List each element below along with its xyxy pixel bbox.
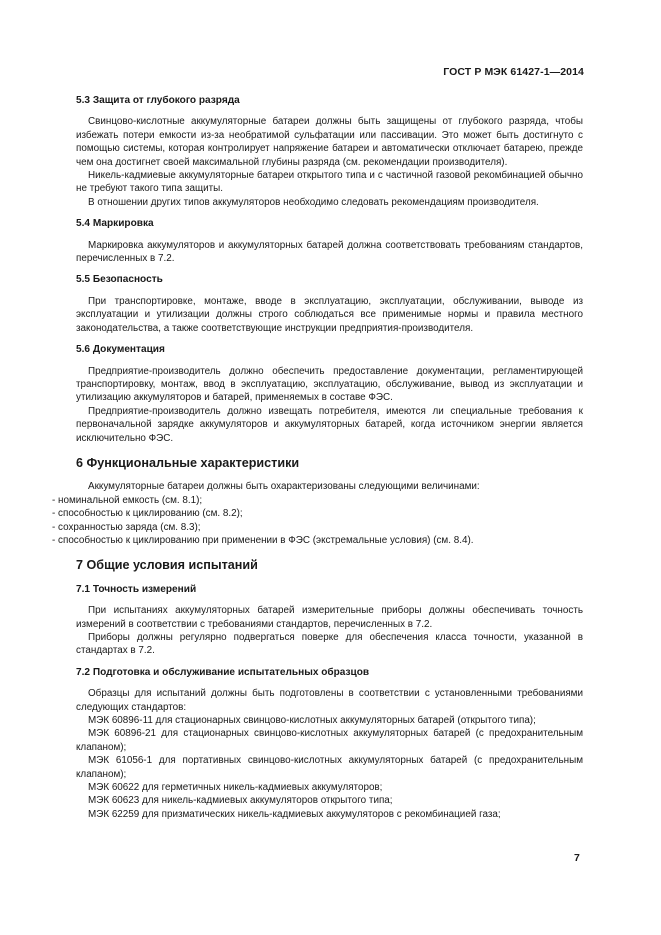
section-7-1-heading: 7.1 Точность измерений — [76, 583, 197, 595]
page-content — [52, 94, 583, 821]
section-5-3-para-2: Никель-кадмиевые аккумуляторные батареи открытого типа и с частичной газовой рекомбинацией обычно не требуют такого типа защиты. — [76, 170, 583, 195]
section-6-list-item-2: - способностью к циклированию (см. 8.2); — [52, 508, 243, 520]
section-6-heading: 6 Функциональные характеристики — [76, 455, 300, 470]
page-number: 7 — [574, 852, 580, 864]
section-7-2-para-1: Образцы для испытаний должны быть подготовлены в соответствии с установленными требованиями следующих стандартов: — [76, 688, 583, 713]
section-6-list-item-3: - сохранностью заряда (см. 8.3); — [52, 521, 201, 533]
section-5-3-para-3: В отношении других типов аккумуляторов необходимо следовать рекомендациям производителя. — [88, 196, 539, 208]
section-6-intro: Аккумуляторные батареи должны быть охарактеризованы следующими величинами: — [88, 481, 480, 493]
standard-list-item: МЭК 60896-11 для стационарных свинцово-кислотных аккумуляторных батарей (открытого типа); — [88, 715, 536, 727]
section-7-1-para-1: При испытаниях аккумуляторных батарей измерительные приборы должны обеспечивать точность измерений в соответствии с требованиями стандартов, перечисленных в 7.2. — [76, 605, 583, 630]
section-6-list-item-1: - номинальной емкость (см. 8.1); — [52, 494, 203, 506]
standard-list-item: МЭК 61056-1 для портативных свинцово-кислотных аккумуляторных батарей (с предохранительным клапаном); — [76, 755, 583, 780]
section-7-1-para-2: Приборы должны регулярно подвергаться поверке для обеспечения класса точности, указанной в стандартах в 7.2. — [76, 632, 583, 657]
section-5-3-para-1: Свинцово-кислотные аккумуляторные батареи должны быть защищены от глубокого разряда, чтобы избежать потери емкости из-за необратимой сульфатации или пассивации. Это может быть достигнуто с помощью системы, которая контролирует напряжение батареи и автоматически отключает батарею, прежде чем она достигнет своей максимальной глубины разряда (см. рекомендации производителя). — [76, 116, 583, 168]
standard-list-item: МЭК 60622 для герметичных никель-кадмиевых аккумуляторов; — [88, 782, 383, 794]
section-7-2-heading: 7.2 Подготовка и обслуживание испытательных образцов — [76, 666, 370, 678]
section-5-5-heading: 5.5 Безопасность — [76, 274, 163, 286]
standard-list-item: МЭК 60623 для никель-кадмиевых аккумуляторов открытого типа; — [88, 795, 393, 807]
section-5-6-para-2: Предприятие-производитель должно извещать потребителя, имеются ли специальные требования к первоначальной зарядке аккумуляторов и аккумуляторных батарей, когда источником энергии является исключительно ФЭС. — [76, 405, 583, 444]
section-6-list-item-4: - способностью к циклированию при применении в ФЭС (экстремальные условия) (см. 8.4). — [52, 534, 474, 546]
section-7-heading: 7 Общие условия испытаний — [76, 558, 258, 573]
standard-list-item: МЭК 62259 для призматических никель-кадмиевых аккумуляторов с рекомбинацией газа; — [88, 808, 501, 820]
document-id-header: ГОСТ Р МЭК 61427-1—2014 — [443, 66, 584, 78]
section-5-3-heading: 5.3 Защита от глубокого разряда — [76, 95, 240, 106]
section-5-4-para-1: Маркировка аккумуляторов и аккумуляторных батарей должна соответствовать требованиям стандартов, перечисленных в 7.2. — [76, 239, 583, 265]
section-5-4-heading: 5.4 Маркировка — [76, 218, 154, 230]
section-5-5-para-1: При транспортировке, монтаже, вводе в эксплуатацию, эксплуатации, обслуживании, выводе из эксплуатации и утилизации должны строго соблюдаться все применимые нормы и правила местного законодательства, а также соответствующие инструкции предприятия-производителя. — [76, 295, 583, 334]
section-5-6-para-1: Предприятие-производитель должно обеспечить предоставление документации, регламентирующей транспортировку, монтаж, ввод в эксплуатацию, эксплуатацию, обслуживание, вывод из эксплуатации и утилизацию аккумуляторов и батарей, применяемых в составе ФЭС. — [76, 365, 583, 404]
standard-list-item: МЭК 60896-21 для стационарных свинцово-кислотных аккумуляторных батарей (с предохранительным клапаном); — [76, 728, 583, 753]
section-5-6-heading: 5.6 Документация — [76, 344, 165, 356]
